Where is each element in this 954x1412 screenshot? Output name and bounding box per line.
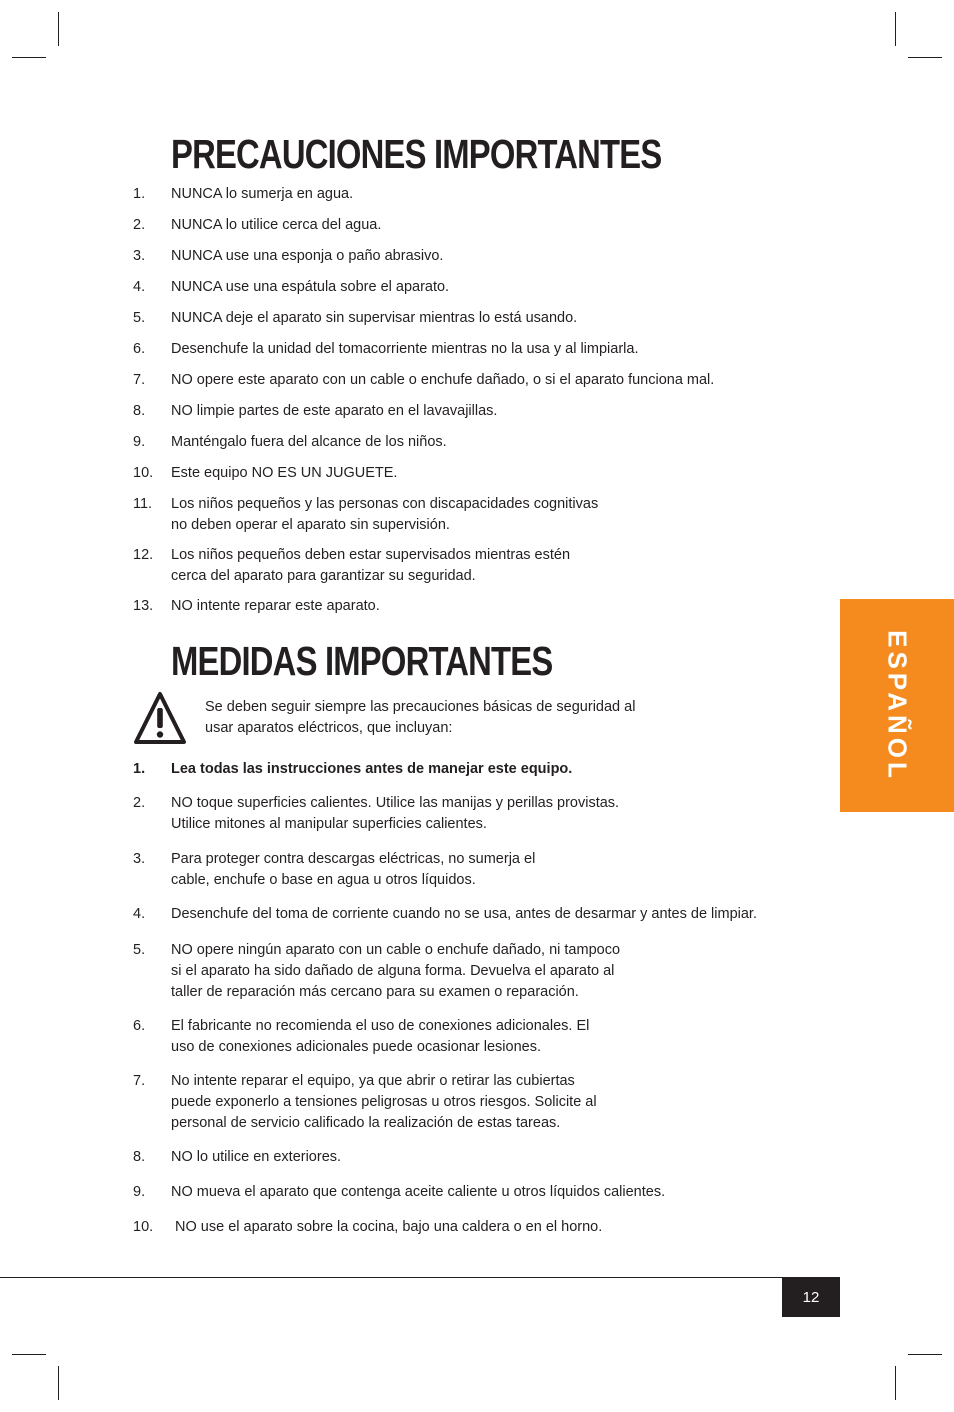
- item-text: cerca del aparato para garantizar su seguridad.: [171, 568, 476, 584]
- item-text: taller de reparación más cercano para su examen o reparación.: [171, 984, 579, 1000]
- item-number: 5.: [133, 942, 146, 958]
- item-number: 4.: [133, 279, 146, 295]
- item-number: 8.: [133, 403, 146, 419]
- item-text: NO limpie partes de este aparato en el lavavajillas.: [171, 403, 498, 419]
- item-text: Los niños pequeños deben estar supervisados mientras estén: [171, 547, 571, 563]
- medidas-title: MEDIDAS IMPORTANTES: [171, 638, 553, 684]
- intro-text: [205, 697, 635, 739]
- item-text: Utilice mitones al manipular superficies calientes.: [171, 816, 487, 832]
- item-number: 3.: [133, 248, 146, 264]
- item-text: personal de servicio calificado la realización de estas tareas.: [171, 1115, 561, 1131]
- item-text: puede exponerlo a tensiones peligrosas u otros riesgos. Solicite al: [171, 1094, 597, 1110]
- item-number: 2.: [133, 795, 146, 811]
- item-text: no deben operar el aparato sin supervisión.: [171, 517, 450, 533]
- intro-line: Se deben seguir siempre las precauciones básicas de seguridad al: [205, 699, 636, 715]
- item-text: NO intente reparar este aparato.: [171, 598, 380, 614]
- item-text: Este equipo NO ES UN JUGUETE.: [171, 465, 398, 481]
- item-text: NO mueva el aparato que contenga aceite caliente u otros líquidos calientes.: [171, 1184, 666, 1200]
- item-text: Manténgalo fuera del alcance de los niños.: [171, 434, 447, 450]
- crop-mark: [58, 12, 59, 46]
- item-number: 2.: [133, 217, 146, 233]
- item-text: si el aparato ha sido dañado de alguna forma. Devuelva el aparato al: [171, 963, 615, 979]
- item-text: Lea todas las instrucciones antes de manejar este equipo.: [171, 761, 573, 777]
- footer-divider: [0, 1277, 840, 1278]
- item-number: 9.: [133, 1184, 146, 1200]
- item-number: 4.: [133, 906, 146, 922]
- item-text: NO use el aparato sobre la cocina, bajo una caldera o en el horno.: [171, 1219, 603, 1235]
- warning-icon: [133, 690, 187, 746]
- item-text: Desenchufe del toma de corriente cuando no se usa, antes de desarmar y antes de limpiar.: [171, 906, 757, 922]
- item-text: No intente reparar el equipo, ya que abrir o retirar las cubiertas: [171, 1073, 575, 1089]
- crop-mark: [908, 57, 942, 58]
- item-text: NO lo utilice en exteriores.: [171, 1149, 342, 1165]
- item-number: 10.: [133, 1219, 154, 1235]
- item-text: NUNCA use una espátula sobre el aparato.: [171, 279, 450, 295]
- item-text: NUNCA use una esponja o paño abrasivo.: [171, 248, 444, 264]
- item-number: 3.: [133, 851, 146, 867]
- item-number: 12.: [133, 547, 154, 563]
- item-number: 5.: [133, 310, 146, 326]
- item-text: Para proteger contra descargas eléctricas, no sumerja el: [171, 851, 536, 867]
- crop-mark: [908, 1354, 942, 1355]
- item-number: 1.: [133, 761, 146, 777]
- precauciones-title: PRECAUCIONES IMPORTANTES: [171, 131, 662, 177]
- item-number: 13.: [133, 598, 154, 614]
- item-text: NO toque superficies calientes. Utilice las manijas y perillas provistas.: [171, 795, 620, 811]
- item-number: 7.: [133, 1073, 146, 1089]
- item-text: Desenchufe la unidad del tomacorriente mientras no la usa y al limpiarla.: [171, 341, 639, 357]
- item-text: NO opere ningún aparato con un cable o enchufe dañado, ni tampoco: [171, 942, 621, 958]
- item-number: 6.: [133, 1018, 146, 1034]
- language-label: ESPAÑOL: [882, 629, 913, 782]
- crop-mark: [12, 57, 46, 58]
- item-text: NUNCA lo utilice cerca del agua.: [171, 217, 382, 233]
- item-text: uso de conexiones adicionales puede ocasionar lesiones.: [171, 1039, 542, 1055]
- intro-line: usar aparatos eléctricos, que incluyan:: [205, 720, 453, 736]
- crop-mark: [895, 12, 896, 46]
- item-text: cable, enchufe o base en agua u otros líquidos.: [171, 872, 476, 888]
- item-text: NUNCA deje el aparato sin supervisar mientras lo está usando.: [171, 310, 578, 326]
- crop-mark: [58, 1366, 59, 1400]
- item-number: 10.: [133, 465, 154, 481]
- item-number: 8.: [133, 1149, 146, 1165]
- language-tab: [840, 599, 954, 812]
- item-text: NO opere este aparato con un cable o enchufe dañado, o si el aparato funciona mal.: [171, 372, 715, 388]
- item-text: Los niños pequeños y las personas con discapacidades cognitivas: [171, 496, 599, 512]
- item-number: 11.: [133, 496, 153, 512]
- item-number: 1.: [133, 186, 146, 202]
- item-text: El fabricante no recomienda el uso de conexiones adicionales. El: [171, 1018, 590, 1034]
- crop-mark: [12, 1354, 46, 1355]
- item-number: 7.: [133, 372, 146, 388]
- item-number: 9.: [133, 434, 146, 450]
- item-number: 6.: [133, 341, 146, 357]
- page-number: 12: [782, 1278, 840, 1317]
- crop-mark: [895, 1366, 896, 1400]
- item-text: NUNCA lo sumerja en agua.: [171, 186, 354, 202]
